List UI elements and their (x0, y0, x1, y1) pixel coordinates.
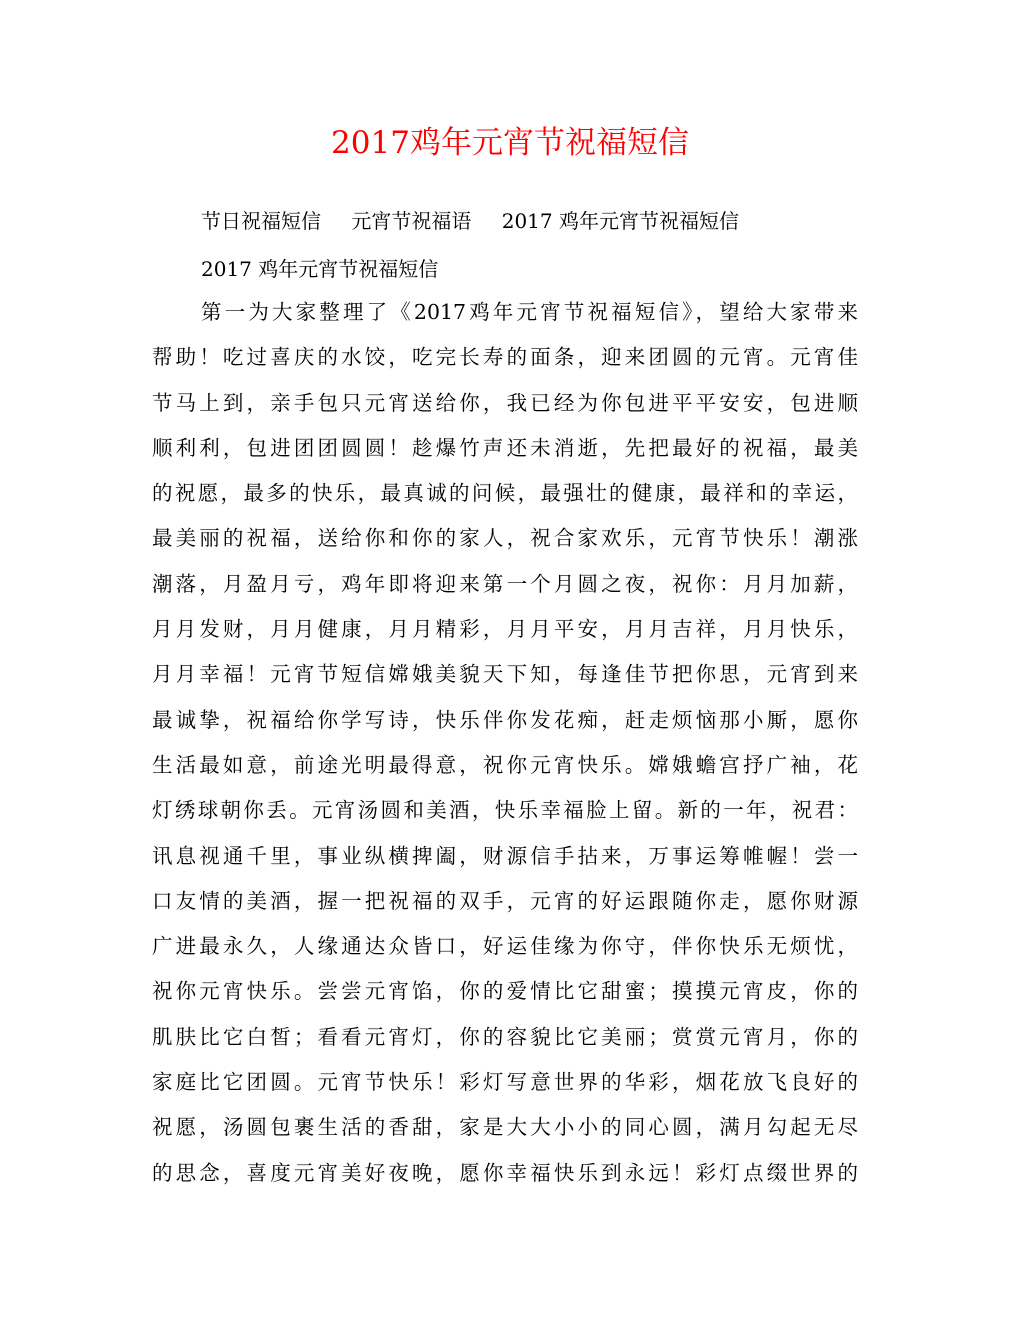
body-line: 讯息视通千里，事业纵横捭阖，财源信手拈来，万事运筹帷幄！尝一 (152, 843, 858, 868)
body-line: 最美丽的祝福，送给你和你的家人，祝合家欢乐，元宵节快乐！潮涨 (152, 526, 858, 551)
body-line: 顺利利，包进团团圆圆！趁爆竹声还未消逝，先把最好的祝福，最美 (152, 435, 858, 460)
document-title: 2017鸡年元宵节祝福短信 (331, 125, 689, 161)
tag-list (201, 203, 763, 239)
body-line: 节马上到，亲手包只元宵送给你，我已经为你包进平平安安，包进顺 (152, 390, 858, 415)
tag-item: 2017 鸡年元宵节祝福短信 (501, 209, 739, 233)
body-line: 口友情的美酒，握一把祝福的双手，元宵的好运跟随你走，愿你财源 (152, 888, 858, 913)
body-line: 帮助！吃过喜庆的水饺，吃完长寿的面条，迎来团圆的元宵。元宵佳 (152, 345, 858, 370)
body-line: 最诚挚，祝福给你学写诗，快乐伴你发花痴，赶走烦恼那小厮，愿你 (152, 707, 858, 732)
tag-item: 节日祝福短信 (201, 209, 321, 233)
body-line: 祝愿，汤圆包裹生活的香甜，家是大大小小的同心圆，满月勾起无尽 (152, 1115, 858, 1140)
body-line: 生活最如意，前途光明最得意，祝你元宵快乐。嫦娥蟾宫抒广袖，花 (152, 752, 858, 777)
document-subtitle: 2017 鸡年元宵节祝福短信 (201, 257, 439, 281)
body-line: 广进最永久，人缘通达众皆口，好运佳缘为你守，伴你快乐无烦忧， (152, 934, 858, 959)
body-line: 灯绣球朝你丢。元宵汤圆和美酒，快乐幸福脸上留。新的一年，祝君： (152, 798, 858, 823)
body-line: 的思念，喜度元宵美好夜晚，愿你幸福快乐到永远！彩灯点缀世界的 (152, 1160, 858, 1185)
body-line: 潮落，月盈月亏，鸡年即将迎来第一个月圆之夜，祝你：月月加薪， (152, 571, 858, 596)
tag-item: 元宵节祝福语 (351, 209, 472, 233)
body-line: 肌肤比它白皙；看看元宵灯，你的容貌比它美丽；赏赏元宵月，你的 (152, 1024, 858, 1049)
body-paragraph (152, 294, 858, 1200)
body-line: 家庭比它团圆。元宵节快乐！彩灯写意世界的华彩，烟花放飞良好的 (152, 1070, 858, 1095)
body-line: 月月幸福！元宵节短信嫦娥美貌天下知，每逢佳节把你思，元宵到来 (152, 662, 858, 687)
body-line: 月月发财，月月健康，月月精彩，月月平安，月月吉祥，月月快乐， (152, 617, 858, 642)
body-line: 第一为大家整理了《2017鸡年元宵节祝福短信》，望给大家带来 (201, 300, 858, 324)
body-line: 祝你元宵快乐。尝尝元宵馅，你的爱情比它甜蜜；摸摸元宵皮，你的 (152, 979, 858, 1004)
body-line: 的祝愿，最多的快乐，最真诚的问候，最强壮的健康，最祥和的幸运， (152, 481, 858, 506)
